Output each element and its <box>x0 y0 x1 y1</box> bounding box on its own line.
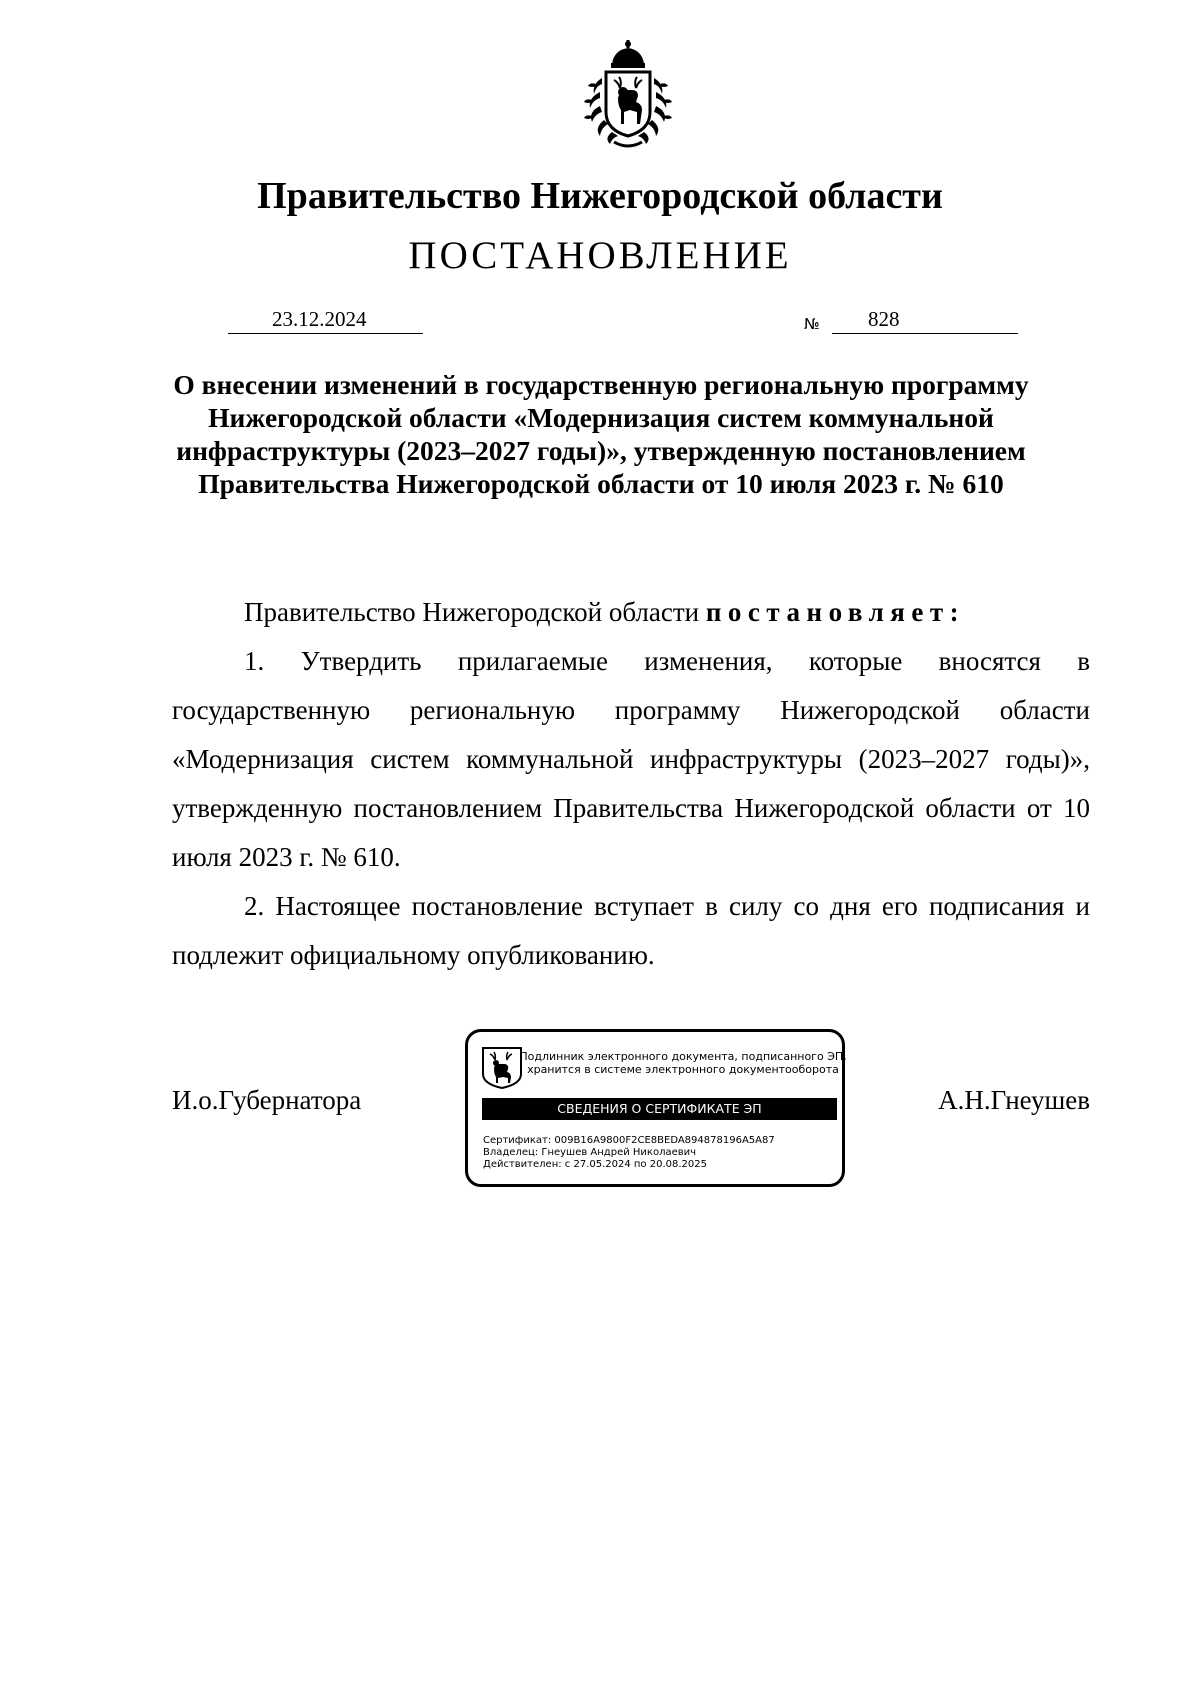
certificate-validity: Действителен: с 27.05.2024 по 20.08.2025 <box>483 1159 707 1170</box>
stamp-line-2: хранится в системе электронного документооборота <box>527 1063 839 1076</box>
organization-name: Правительство Нижегородской области <box>257 175 943 217</box>
deer-emblem-icon <box>481 1046 523 1090</box>
paragraph-1: 1. Утвердить прилагаемые изменения, которые вносятся в государственную региональную программу Нижегородской области «Модернизация систем коммунальной инфраструктуры (2023–2027 годы)», утвержденную постановлением Правительства Нижегородской области от 10 июля 2023 г. № 610. <box>172 646 1090 872</box>
electronic-signature-stamp <box>465 1029 845 1187</box>
paragraph-2: 2. Настоящее постановление вступает в силу со дня его подписания и подлежит официальному опубликованию. <box>172 891 1090 970</box>
certificate-details <box>483 1135 775 1171</box>
certificate-info-bar: СВЕДЕНИЯ О СЕРТИФИКАТЕ ЭП <box>482 1098 837 1120</box>
document-number: 828 <box>832 305 1018 334</box>
coat-of-arms-icon <box>574 38 682 150</box>
document-type: ПОСТАНОВЛЕНИЕ <box>408 234 792 277</box>
stamp-header <box>518 1050 848 1076</box>
stamp-line-1: Подлинник электронного документа, подписанного ЭП, <box>519 1050 847 1063</box>
signatory-name: А.Н.Гнеушев <box>938 1085 1090 1115</box>
signatory-position: И.о.Губернатора <box>172 1085 362 1115</box>
preamble-text: Правительство Нижегородской области <box>244 597 706 627</box>
preamble-verb: постановляет: <box>705 597 966 627</box>
certificate-serial: Сертификат: 009B16A9800F2CE8BEDA894878196A5A87 <box>483 1135 775 1146</box>
document-title: О внесении изменений в государственную региональную программу Нижегородской области «Модернизация систем коммунальной инфраструктуры (2023–2027 годы)», утвержденную постановлением Правительства Нижегородской области от 10 июля 2023 г. № 610 <box>173 369 1029 499</box>
certificate-owner: Владелец: Гнеушев Андрей Николаевич <box>483 1147 697 1158</box>
number-sign: № <box>804 315 820 333</box>
preamble <box>172 588 1090 637</box>
document-date: 23.12.2024 <box>228 305 423 334</box>
